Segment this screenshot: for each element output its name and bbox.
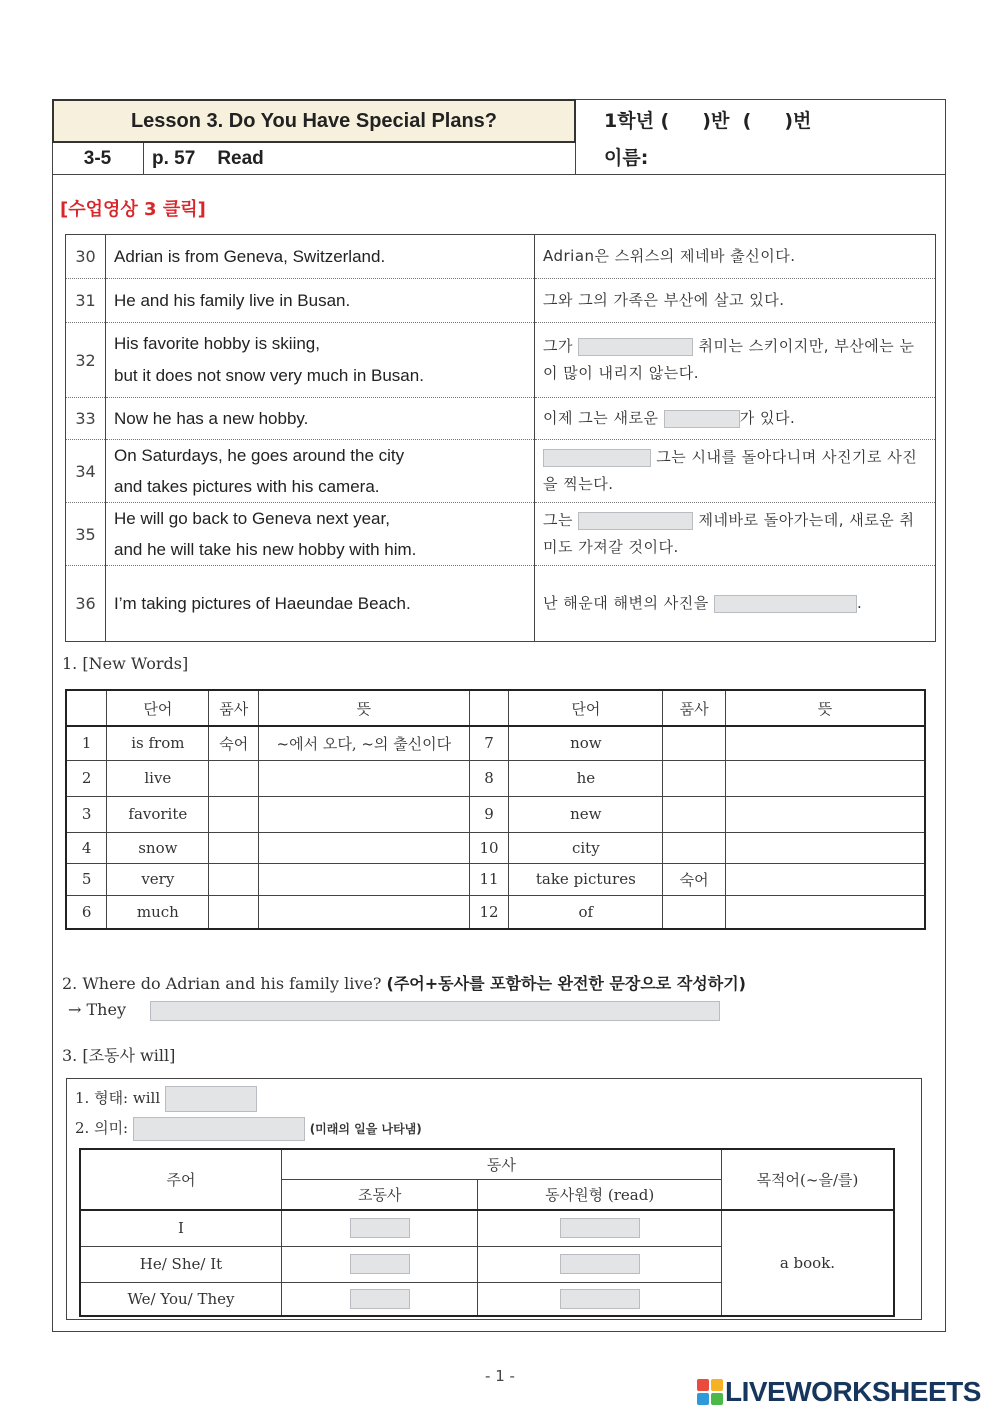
english-sentence: Adrian is from Geneva, Switzerland. [106,235,535,279]
meaning-cell: ~에서 오다, ~의 출신이다 [259,726,469,760]
korean-text: 취미는 스키이지만, 부산에는 눈이 많이 내리지 않는다. [543,337,915,382]
sentence-number: 34 [66,440,106,503]
base-verb-header: 동사원형 (read) [478,1179,721,1210]
korean-translation [535,398,936,440]
meaning-note: (미래의 일을 나타냄) [309,1122,422,1136]
meaning-cell[interactable] [259,863,469,895]
fill-blank-input[interactable] [578,338,693,356]
aux-input[interactable] [350,1254,410,1274]
object-header: 목적어(~을/를) [721,1149,894,1210]
meaning-cell[interactable] [726,832,925,863]
meaning-label: 2. 의미: [75,1119,129,1137]
meaning-cell[interactable] [259,760,469,796]
blank-header [66,690,107,726]
subject-cell: I [80,1210,281,1246]
unit-number: 3-5 [52,143,144,174]
header-divider [52,174,946,175]
korean-text: 가 있다. [739,409,796,427]
lesson-title: Lesson 3. Do You Have Special Plans? [52,99,576,143]
word: snow [107,832,209,863]
pos-cell[interactable] [663,760,726,796]
pos-cell[interactable] [663,895,726,929]
verb-header: 동사 [281,1149,721,1179]
korean-text: 그가 [543,337,573,355]
meaning-cell[interactable] [259,895,469,929]
word: very [107,863,209,895]
table-row [66,760,925,796]
english-line: He will go back to Geneva next year, [114,509,390,528]
meaning-cell[interactable] [259,796,469,832]
word: live [107,760,209,796]
new-words-table [65,689,926,930]
pos-header: 품사 [663,690,726,726]
aux-header: 조동사 [281,1179,478,1210]
english-sentence [106,503,535,566]
section-label: Read [217,147,264,169]
fill-blank-input[interactable] [664,410,740,428]
sentence-number: 30 [66,235,106,279]
answer-input[interactable] [150,1001,720,1021]
section-title-new-words: 1. [New Words] [62,654,189,673]
word-number: 3 [66,796,107,832]
korean-text: 난 해운대 해변의 사진을 [543,594,709,612]
subject-cell: We/ You/ They [80,1282,281,1316]
fill-blank-input[interactable] [578,512,693,530]
table-row [80,1210,894,1246]
page-ref [152,143,286,174]
english-line: but it does not snow very much in Busan. [114,366,424,385]
english-line: On Saturdays, he goes around the city [114,446,405,465]
english-sentence: Now he has a new hobby. [106,398,535,440]
word: now [509,726,663,760]
english-sentence [106,323,535,398]
base-verb-input[interactable] [560,1254,640,1274]
question-instruction: (주어+동사를 포함하는 완전한 문장으로 작성하기) [386,974,746,993]
pos-cell[interactable] [209,895,259,929]
korean-translation: Adrian은 스위스의 제네바 출신이다. [535,235,936,279]
form-input[interactable] [165,1086,257,1112]
form-line [75,1086,257,1112]
word-header: 단어 [107,690,209,726]
meaning-cell[interactable] [726,726,925,760]
aux-cell [281,1246,478,1282]
english-line: and takes pictures with his camera. [114,477,380,496]
will-table [79,1148,895,1317]
meaning-cell[interactable] [726,863,925,895]
base-cell [478,1282,721,1316]
table-header-row [66,690,925,726]
table-header-row [80,1149,894,1179]
reading-row [66,566,936,642]
word-number: 6 [66,895,107,929]
korean-text: . [857,594,863,612]
sentence-number: 36 [66,566,106,642]
base-verb-input[interactable] [560,1218,640,1238]
table-row [66,863,925,895]
subject-cell: He/ She/ It [80,1246,281,1282]
brand-name: LIVEWORKSHEETS [725,1376,981,1407]
english-line: and he will take his new hobby with him. [114,540,417,559]
korean-translation [535,503,936,566]
word-number: 11 [469,863,509,895]
word-number: 5 [66,863,107,895]
class-number-line: 1학년 ( )반 ( )번 [604,110,812,132]
korean-text: 이제 그는 새로운 [543,409,659,427]
pos-cell: 숙어 [663,863,726,895]
aux-input[interactable] [350,1218,410,1238]
pos-cell[interactable] [209,760,259,796]
meaning-input[interactable] [133,1117,305,1141]
word-number: 8 [469,760,509,796]
sentence-number: 35 [66,503,106,566]
table-row [66,895,925,929]
pos-header: 품사 [209,690,259,726]
pos-cell[interactable] [209,863,259,895]
word: new [509,796,663,832]
word: much [107,895,209,929]
form-label: 1. 형태: will [75,1089,161,1107]
base-cell [478,1210,721,1246]
word: favorite [107,796,209,832]
lesson-video-link[interactable]: [수업영상 3 클릭] [60,199,206,220]
base-cell [478,1246,721,1282]
reading-row [66,279,936,323]
lesson-subheader [52,143,576,174]
english-sentence: I’m taking pictures of Haeundae Beach. [106,566,535,642]
reading-row [66,235,936,279]
korean-text: 그는 시내를 돌아다니며 사진기로 사진을 찍는다. [543,448,918,493]
reading-table [65,234,936,642]
pos-cell[interactable] [209,796,259,832]
meaning-cell[interactable] [726,895,925,929]
pos-cell: 숙어 [209,726,259,760]
page-number-label: p. 57 [152,147,196,169]
korean-text: 그는 [543,511,573,529]
sentence-number: 31 [66,279,106,323]
reading-row [66,323,936,398]
pos-cell[interactable] [209,832,259,863]
word-header: 단어 [509,690,663,726]
aux-input[interactable] [350,1289,410,1309]
object-cell: a book. [721,1210,894,1316]
sentence-number: 33 [66,398,106,440]
meaning-header: 뜻 [726,690,925,726]
reading-row [66,503,936,566]
korean-text: 제네바로 돌아가는데, 새로운 취미도 가져갈 것이다. [543,511,915,556]
word: city [509,832,663,863]
sentence-number: 32 [66,323,106,398]
word-number: 2 [66,760,107,796]
liveworksheets-logo-icon [697,1379,723,1405]
subject-header: 주어 [80,1149,281,1210]
liveworksheets-brand[interactable] [697,1376,981,1408]
english-line: His favorite hobby is skiing, [114,334,320,353]
word-number: 10 [469,832,509,863]
reading-row [66,398,936,440]
word-number: 7 [469,726,509,760]
name-label: 이름: [604,147,649,169]
word: is from [107,726,209,760]
base-verb-input[interactable] [560,1289,640,1309]
word-number: 4 [66,832,107,863]
aux-cell [281,1282,478,1316]
meaning-cell[interactable] [726,760,925,796]
fill-blank-input[interactable] [543,449,651,467]
korean-translation: 그와 그의 가족은 부산에 살고 있다. [535,279,936,323]
word-number: 9 [469,796,509,832]
pos-cell[interactable] [663,832,726,863]
pos-cell[interactable] [663,796,726,832]
meaning-line [75,1117,422,1141]
word: of [509,895,663,929]
table-row [66,726,925,760]
table-row [66,796,925,832]
page-number: - 1 - [485,1367,515,1385]
word-number: 1 [66,726,107,760]
table-row [66,832,925,863]
fill-blank-input[interactable] [714,595,857,613]
word-number: 12 [469,895,509,929]
korean-translation [535,566,936,642]
korean-translation [535,323,936,398]
question-2 [62,971,746,994]
aux-cell [281,1210,478,1246]
blank-header [469,690,509,726]
english-sentence [106,440,535,503]
korean-translation [535,440,936,503]
reading-row [66,440,936,503]
meaning-cell[interactable] [259,832,469,863]
word: take pictures [509,863,663,895]
english-sentence: He and his family live in Busan. [106,279,535,323]
meaning-header: 뜻 [259,690,469,726]
meaning-cell[interactable] [726,796,925,832]
section-title-will: 3. [조동사 will] [62,1046,176,1065]
question-text: 2. Where do Adrian and his family live? [62,974,382,993]
answer-prefix: → They [68,1000,126,1019]
word: he [509,760,663,796]
pos-cell[interactable] [663,726,726,760]
